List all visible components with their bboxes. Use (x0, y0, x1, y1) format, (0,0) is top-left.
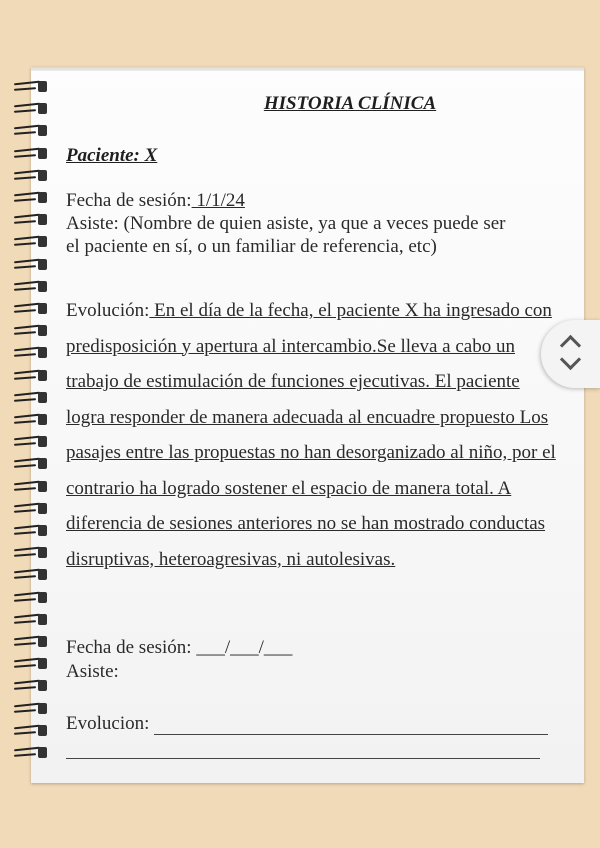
spiral-coil (14, 391, 50, 405)
spiral-binding (14, 80, 50, 770)
session1-evolution-text: En el día de la fecha, el paciente X ha ingresado con predisposición y apertura al intercambio.Se lleva a cabo un trabajo de estimulación de funciones ejecutivas. El paciente logra responder de manera adecuada al encuadre propuesto Los pasajes entre las propuestas no han desorganizado al niño, por el contrario ha logrado sostener el espacio de manera total. A diferencia de sesiones anteriores no se han mostrado conductas disruptivas, heteroagresivas, ni autolesivas. (66, 300, 556, 570)
spiral-coil (14, 679, 50, 693)
spiral-coil (14, 746, 50, 760)
spiral-coil (14, 657, 50, 671)
page-title: HISTORIA CLÍNICA (263, 93, 437, 114)
spiral-coil (14, 457, 50, 471)
session1-date (66, 190, 245, 212)
session1-attends-line2: el paciente en sí, o un familiar de referencia, etc) (66, 236, 437, 257)
spiral-coil (14, 635, 50, 649)
patient-name: Paciente: X (66, 145, 158, 166)
spiral-coil (14, 102, 50, 116)
spiral-coil (14, 346, 50, 360)
spiral-coil (14, 413, 50, 427)
spiral-coil (14, 568, 50, 582)
session2-evolution-label: Evolucion: (66, 713, 150, 734)
session1-evolution-label: Evolución: (66, 300, 150, 321)
spiral-coil (14, 169, 50, 183)
spiral-coil (14, 302, 50, 316)
session1-date-value: 1/1/24 (191, 190, 245, 211)
spiral-coil (14, 613, 50, 627)
session1-attends-line1: Asiste: (Nombre de quien asiste, ya que a veces puede ser (66, 213, 506, 234)
spiral-coil (14, 235, 50, 249)
session2-date: Fecha de sesión: ___/___/___ (66, 637, 293, 658)
spiral-coil (14, 546, 50, 560)
spiral-coil (14, 702, 50, 716)
spiral-coil (14, 480, 50, 494)
spiral-coil (14, 324, 50, 338)
session1-date-label: Fecha de sesión: (66, 190, 192, 211)
spiral-coil (14, 524, 50, 538)
spiral-coil (14, 591, 50, 605)
evolution-blank-line-2 (66, 758, 540, 759)
spiral-coil (14, 724, 50, 738)
spiral-coil (14, 80, 50, 94)
spiral-coil (14, 502, 50, 516)
session1-evolution (66, 293, 556, 577)
spiral-coil (14, 280, 50, 294)
spiral-coil (14, 124, 50, 138)
evolution-blank-line-1 (154, 734, 548, 735)
spiral-coil (14, 258, 50, 272)
spiral-coil (14, 191, 50, 205)
spiral-coil (14, 147, 50, 161)
spiral-coil (14, 369, 50, 383)
spiral-coil (14, 213, 50, 227)
session2-attends: Asiste: (66, 661, 119, 682)
scroll-control (541, 320, 600, 388)
chevron-down-icon[interactable] (560, 349, 581, 370)
spiral-coil (14, 435, 50, 449)
